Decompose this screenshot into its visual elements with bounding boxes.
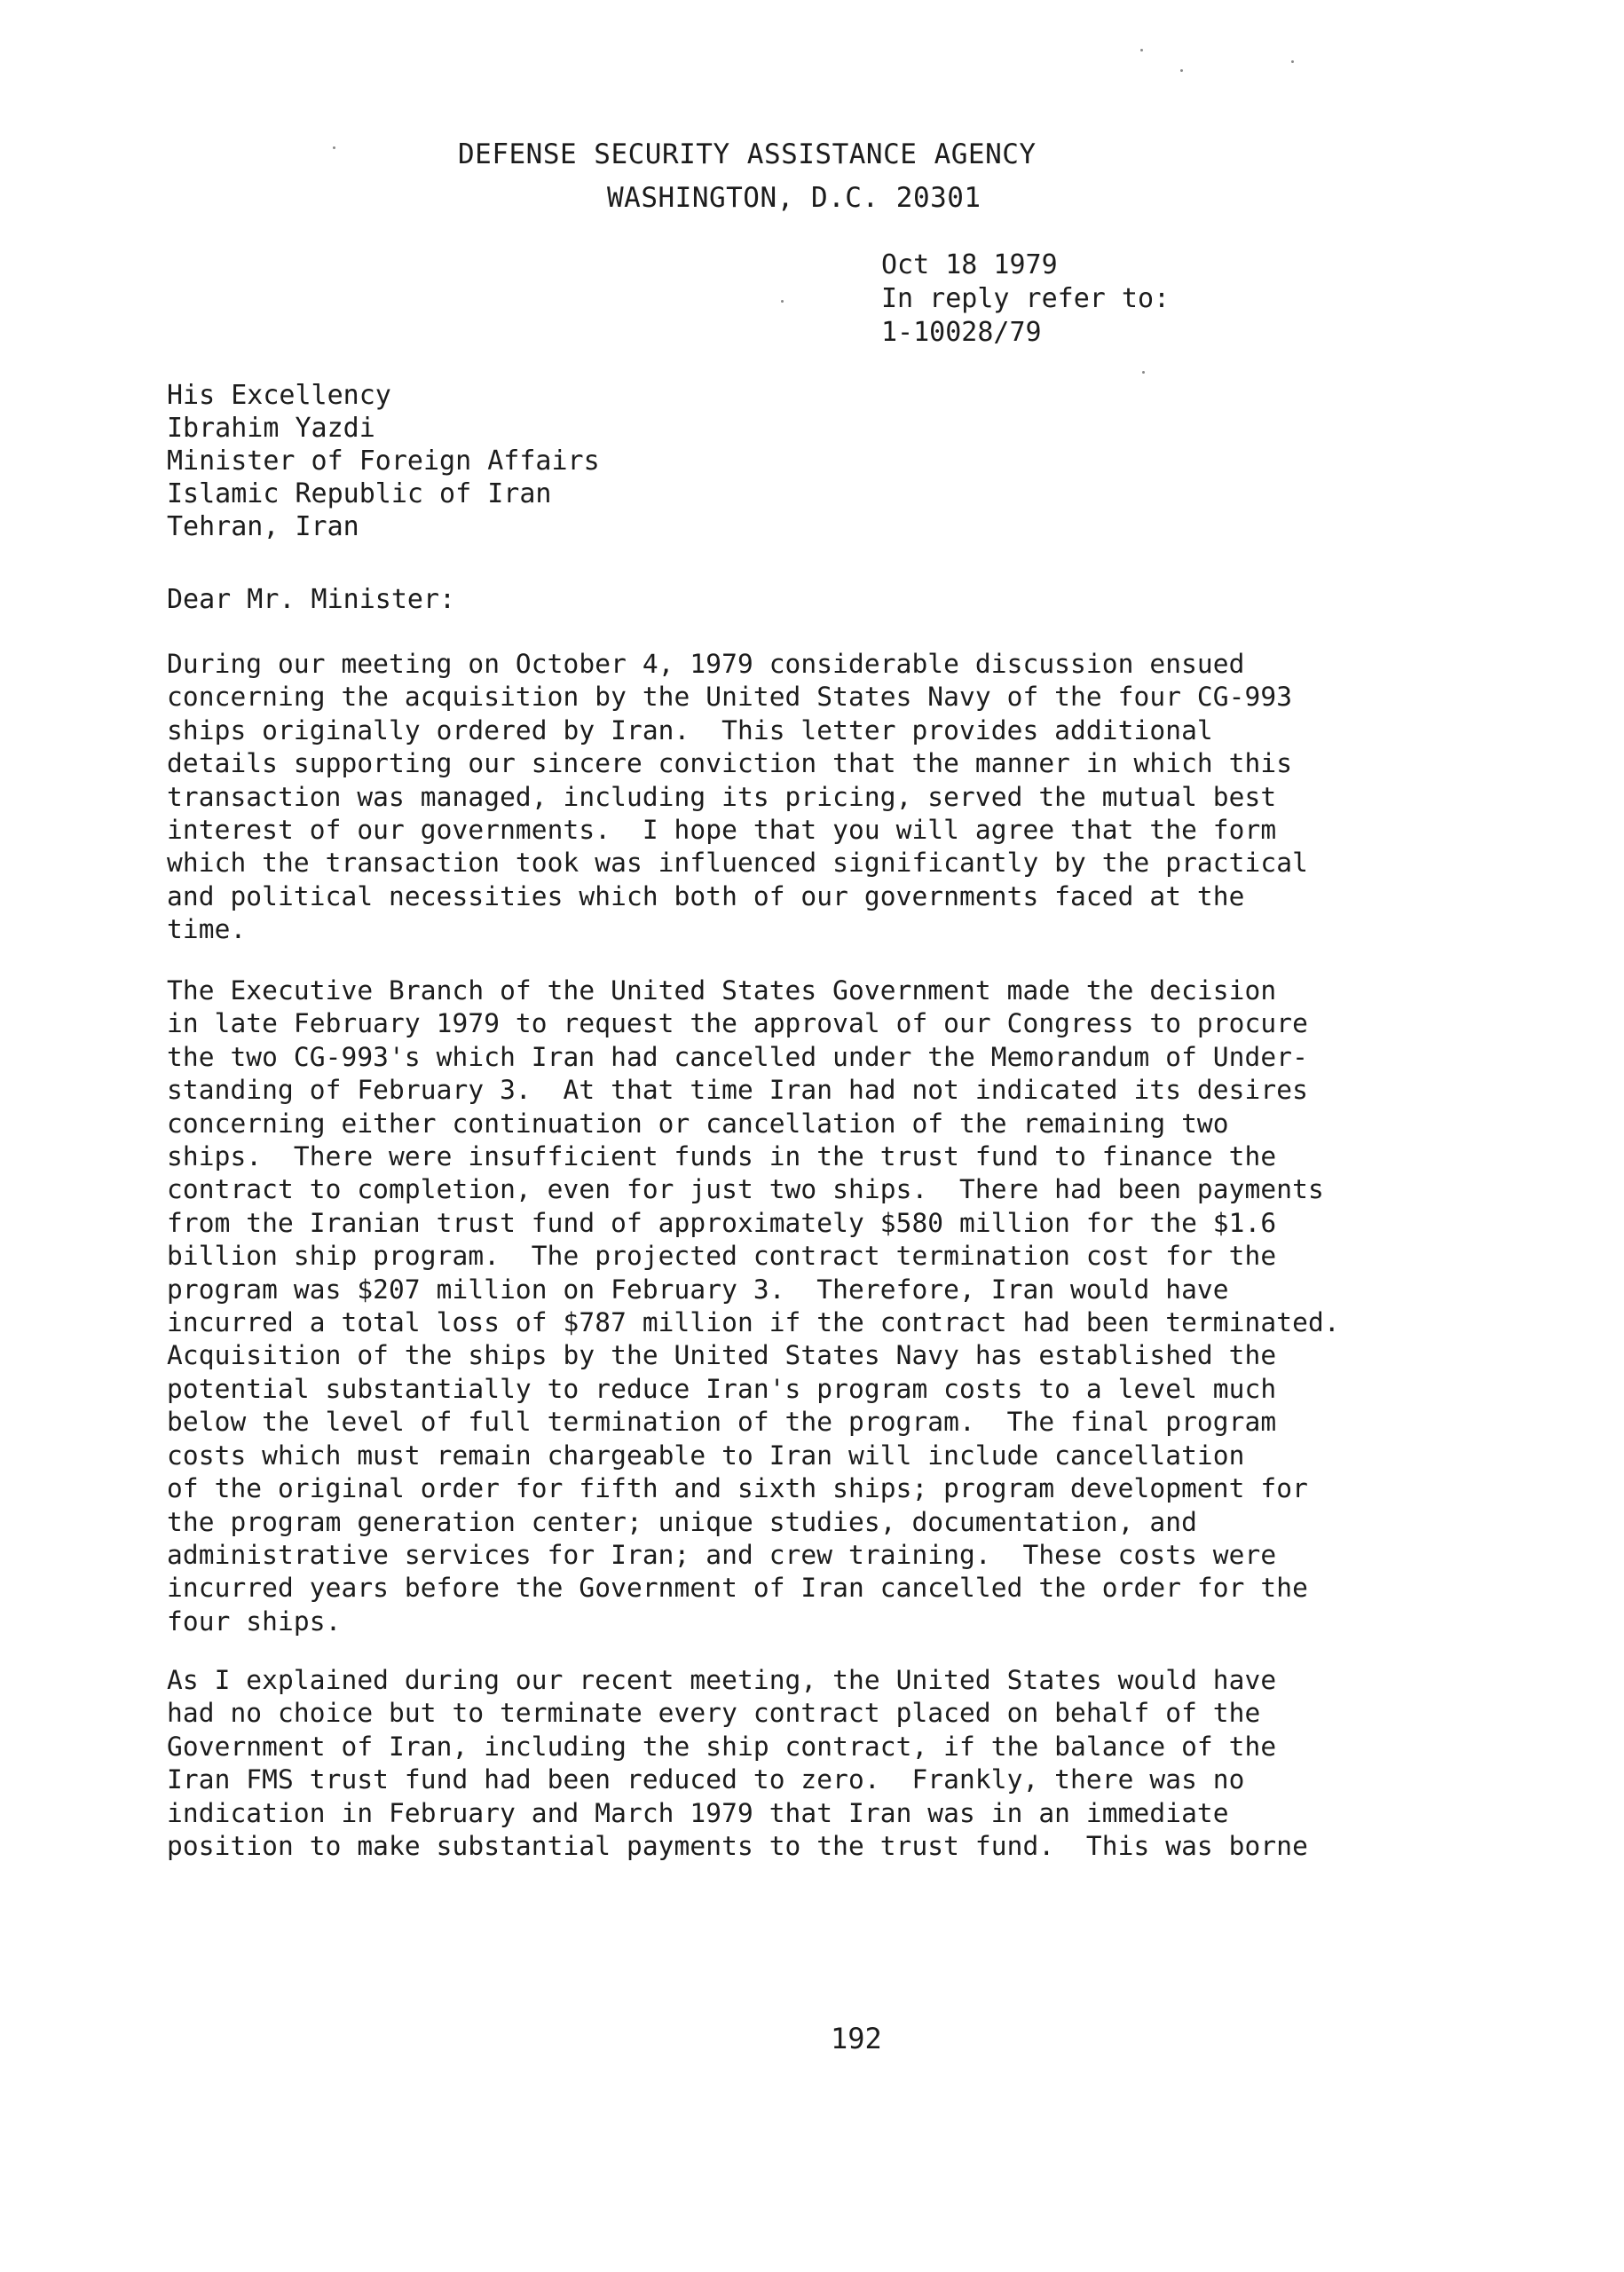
letter-date: Oct 18 1979	[881, 249, 1058, 280]
scan-speck	[1180, 69, 1183, 72]
addressee-name: Ibrahim Yazdi	[167, 413, 375, 444]
reference-number: 1-10028/79	[881, 317, 1042, 348]
scan-speck	[1142, 371, 1145, 374]
addressee-position: Minister of Foreign Affairs	[167, 446, 600, 477]
letter-meta	[881, 248, 1170, 350]
body-paragraph: As I explained during our recent meeting, the United States would have had no choice but to terminate every contract placed on behalf of the Government of Iran, including the ship contract, if the balance of the Iran FMS trust fund had been reduced to zero. Frankly, there was no indication in February and March 1979 that Iran was in an immediate position to make substantial payments to the trust fund. This was borne	[167, 1665, 1308, 1862]
addressee-block	[167, 379, 600, 543]
agency-name: DEFENSE SECURITY ASSISTANCE AGENCY	[458, 138, 1037, 170]
scan-speck	[333, 146, 335, 149]
reply-label: In reply refer to:	[881, 283, 1171, 314]
page-number: 192	[831, 2022, 882, 2055]
addressee-title: His Excellency	[167, 380, 391, 411]
scan-speck	[781, 300, 784, 303]
body-paragraph: During our meeting on October 4, 1979 considerable discussion ensued concerning the acquisition by the United States Navy of the four CG-993 ships originally ordered by Iran. This letter provides additional details supporting our sincere conviction that the manner in which this transaction was managed, including its pricing, served the mutual best interest of our governments. I hope that you will agree that the form which the transaction took was influenced significantly by the practical and political necessities which both of our governments faced at the time.	[167, 649, 1308, 945]
addressee-country: Islamic Republic of Iran	[167, 478, 552, 509]
agency-address: WASHINGTON, D.C. 20301	[607, 182, 981, 214]
scan-speck	[1140, 49, 1143, 51]
body-paragraph: The Executive Branch of the United States Government made the decision in late February 1979 to request the approval of our Congress to procure the two CG-993's which Iran had cancelled under the Memorandum of Under- standing of February 3. At that time Iran had not indicated its desires concerning either continuation or cancellation of the remaining two ships. There were insufficient funds in the trust fund to finance the contract to completion, even for just two ships. There had been payments from the Iranian trust fund of approximately $580 million for the $1.6 billion ship program. The projected contract termination cost for the program was $207 million on February 3. Therefore, Iran would have incurred a total loss of $787 million if the contract had been terminated. Acquisition of the ships by the United States Navy has established the potential substantially to reduce Iran's program costs to a level much below the level of full termination of the program. The final program costs which must remain chargeable to Iran will include cancellation of the original order for fifth and sixth ships; program development for the program generation center; unique studies, documentation, and administrative services for Iran; and crew training. These costs were incurred years before the Government of Iran cancelled the order for the four ships.	[167, 975, 1340, 1637]
scan-speck	[1291, 60, 1294, 63]
addressee-city: Tehran, Iran	[167, 511, 359, 542]
salutation: Dear Mr. Minister:	[167, 584, 456, 615]
